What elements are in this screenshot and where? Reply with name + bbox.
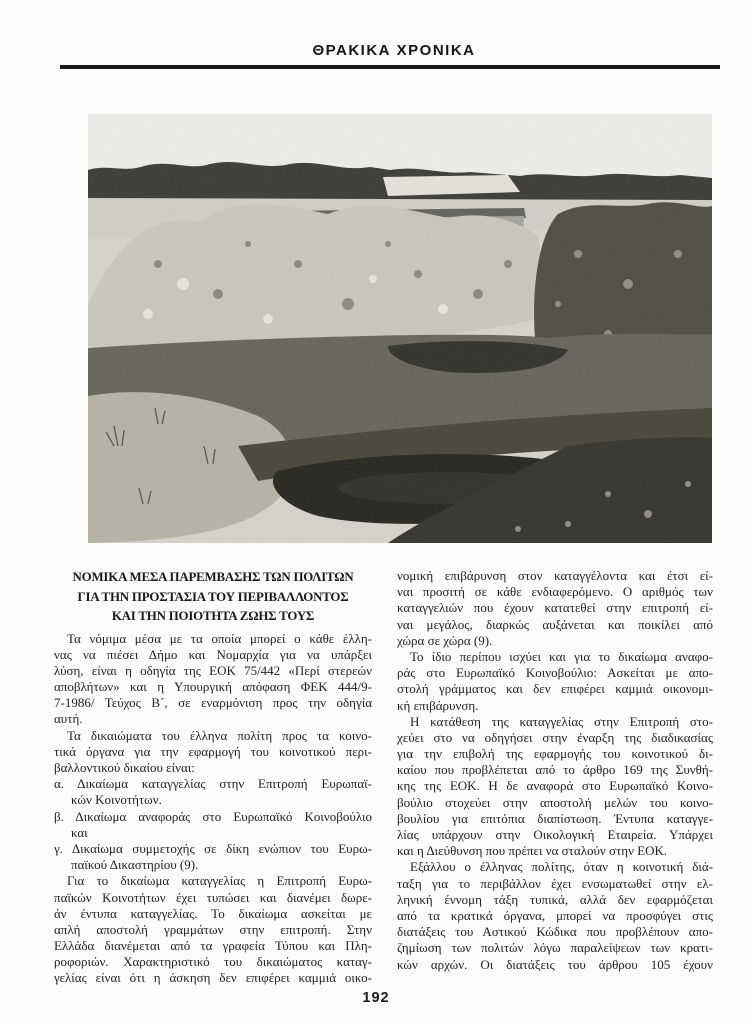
text-line: κών Κοινοτήτων. (71, 792, 162, 808)
text-line: καίου που προβλέπεται από το άρθρο 169 της Συνθή- (397, 762, 713, 778)
left-column-text (54, 631, 372, 987)
text-line: α. Δικαίωμα καταγγελίας στην Επιτροπή Ευρωπαϊ- (54, 776, 372, 792)
text-line: ληνική έννομη τάξη τυπικά, αλλά δεν εφαρμόζεται (397, 891, 713, 907)
landfill-photo-graphic (88, 114, 712, 543)
text-line: απλή αποστολή γραμμάτων στην επιτροπή. Στην (54, 921, 372, 937)
text-line: γ. Δικαίωμα συμμετοχής σε δίκη ενώπιον του Ευρω- (54, 840, 372, 856)
left-column (54, 568, 372, 987)
text-line: χώρα σε χώρα (9). (397, 632, 493, 648)
page-number: 192 (362, 990, 390, 1006)
text-line: ράς στο Ευρωπαϊκό Κοινοβούλιο: Ασκείται με απο- (397, 665, 713, 681)
text-line: 7-1986/ Τεύχος Β´, σε εναρμόνιση προς την οδηγία (54, 695, 372, 711)
text-line: ροφοριών. Χαρακτηριστικό του δικαιώματος καταγ- (54, 954, 372, 970)
text-line: και (71, 824, 88, 840)
article-title (54, 568, 372, 627)
text-line: χεύει στο να οδηγήσει στην έναρξη της διαδικασίας (397, 729, 713, 745)
text-line: παϊκών Κοινοτήτων έχει τυπώσει και διανέμει δωρε- (54, 889, 372, 905)
text-line: Η κατάθεση της καταγγελίας στην Επιτροπή στο- (410, 713, 713, 729)
text-line: κών αρχών. Οι διατάξεις του άρθρου 105 έχουν (397, 956, 713, 972)
text-line: αποβλήτων» και η Υπουργική απόφαση ΦΕΚ 444/9- (54, 679, 372, 695)
text-line: Τα νόμιμα μέσα με τα οποία μπορεί ο κάθε έλλη- (67, 630, 372, 646)
landfill-photo (88, 114, 712, 543)
text-line: βούλιο στοχεύει στην αποστολή μελών του κοινο- (397, 794, 713, 810)
text-line: καταγγελιών που έχουν κατατεθεί στην επιτροπή εί- (397, 600, 713, 616)
article-title-line: ΝΟΜΙΚΑ ΜΕΣΑ ΠΑΡΕΜΒΑΣΗΣ ΤΩΝ ΠΟΛΙΤΩΝ (72, 570, 354, 584)
text-line: τικά όργανα για την εφαρμογή του κοινοτικού περι- (54, 743, 372, 759)
text-line: β. Δικαίωμα αναφοράς στο Ευρωπαϊκό Κοινοβούλιο (54, 808, 372, 824)
text-line: ζημίωση των πολιτών λόγω παραλείψεων των κρατι- (397, 940, 713, 956)
text-line: Τα δικαιώματα του έλληνα πολίτη προς τα κοινο- (67, 727, 372, 743)
text-line: νας να πιέσει Δήμο και Νομαρχία για να υπάρξει (54, 646, 372, 662)
right-column (397, 568, 713, 973)
article-title-line: ΓΙΑ ΤΗΝ ΠΡΟΣΤΑΣΙΑ ΤΟΥ ΠΕΡΙΒΑΛΛΟΝΤΟΣ (77, 589, 349, 604)
text-line: κης της ΕΟΚ. Η δε αναφορά στο Ευρωπαϊκό Κοινο- (397, 778, 713, 794)
text-line: και η Διεύθυνση που πρέπει να σταλούν στην ΕΟΚ. (397, 843, 668, 859)
text-line: Ελλάδα διανέμεται από τα γραφεία Τύπου και Πλη- (54, 938, 372, 954)
text-line: Το ίδιο περίπου ισχύει και για το δικαίωμα αναφο- (410, 648, 713, 664)
text-line: Εξάλλου ο έλληνας πολίτης, όταν η κοινοτική διά- (410, 859, 713, 875)
text-line: Για το δικαίωμα καταγγελίας η Επιτροπή Ευρω- (67, 873, 372, 889)
text-line: για την επιβολή της εφαρμογής του κοινοτικού δι- (397, 746, 713, 762)
journal-title: ΘΡΑΚΙΚΑ ΧΡΟΝΙΚΑ (312, 42, 476, 59)
text-line: λύση, είναι η οδηγία της ΕΟΚ 75/442 «Περί στερεών (54, 662, 372, 678)
right-column-text (397, 568, 713, 973)
text-line: βαλλοντικού δικαίου είναι: (54, 760, 195, 775)
film-grain-overlay (88, 114, 712, 543)
text-line: λίας υπάρχουν στην Οικολογική Εταιρεία. Υπάρχει (397, 827, 713, 842)
text-line: άν έντυπα καταγγελίας. Το δικαίωμα ασκείται με (54, 905, 372, 921)
text-line: ναι μεγάλος, διαρκώς αυξάνεται και ποικίλει από (397, 616, 713, 632)
text-line: αυτή. (54, 711, 83, 727)
text-line: ναι προσιτή σε κάθε ενδιαφερόμενο. Ο αριθμός των (397, 584, 713, 600)
text-line: ταξη για το περιβάλλον έχει ενσωματωθεί στην ελ- (397, 875, 713, 891)
text-line: παϊκού Δικαστηρίου (9). (71, 857, 199, 873)
text-line: στολή γράμματος και δεν επιφέρει καμμιά οικονομι- (397, 681, 713, 697)
text-line: διατάξεις του Αστικού Κώδικα που προβλέπουν απο- (397, 924, 713, 940)
header-rule (60, 65, 720, 69)
text-line: από τα κρατικά όργανα, μπορεί να προσφύγει στις (397, 907, 713, 923)
text-line: νομική επιβάρυνση στον καταγγέλοντα και έτσι εί- (397, 568, 713, 583)
text-line: γελίας είναι ότι η άσκηση δεν επιφέρει καμμιά οικο- (54, 970, 372, 986)
article-title-line: ΚΑΙ ΤΗΝ ΠΟΙΟΤΗΤΑ ΖΩΗΣ ΤΟΥΣ (111, 609, 315, 623)
text-line: βουλίου για επιτόπια διαπίστωση. Έντυπα καταγγε- (397, 810, 713, 826)
text-line: κή επιβάρυνση. (397, 697, 479, 713)
